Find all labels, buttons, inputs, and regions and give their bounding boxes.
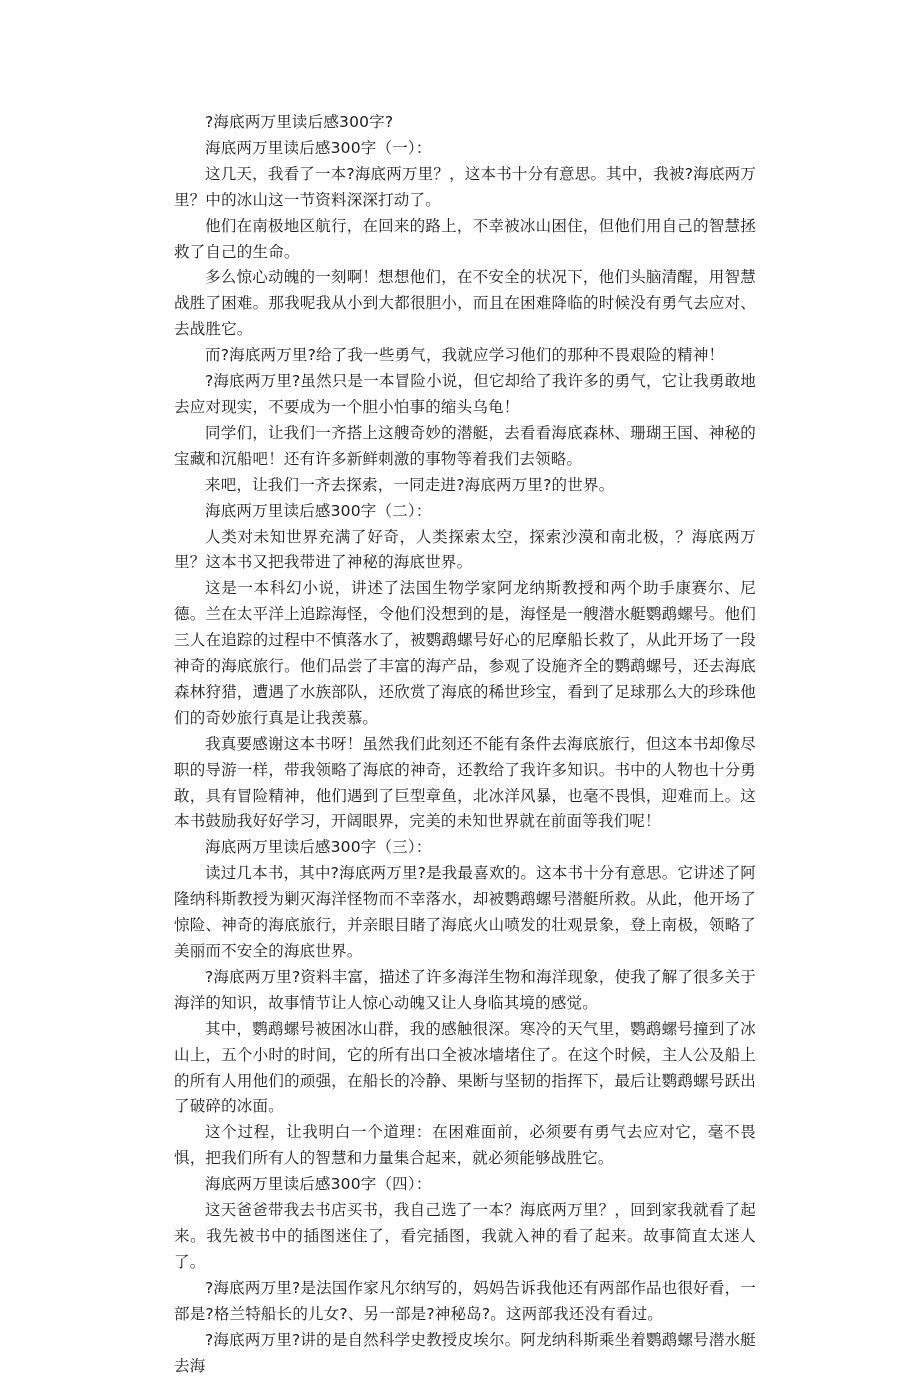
paragraph: 其中，鹦鹉螺号被困冰山群，我的感触很深。寒冷的天气里，鹦鹉螺号撞到了冰山上，五个小时的时间，它的所有出口全被冰墙堵住了。在这个时候，主人公及船上的所有人用他们的顽强，在船长的冷静、果断与坚韧的指挥下，最后让鹦鹉螺号跃出了破碎的冰面。 bbox=[174, 1019, 756, 1116]
paragraph: 来吧，让我们一齐去探索，一同走进?海底两万里?的世界。 bbox=[205, 475, 615, 494]
document-title: ?海底两万里读后感300字? bbox=[205, 113, 394, 131]
paragraph: 他们在南极地区航行，在回来的路上，不幸被冰山困住，但他们用自己的智慧拯救了自己的生命。 bbox=[174, 216, 756, 261]
paragraph: 这是一本科幻小说，讲述了法国生物学家阿龙纳斯教授和两个助手康赛尔、尼德。兰在太平洋上追踪海怪，令他们没想到的是，海怪是一艘潜水艇鹦鹉螺号。他们三人在追踪的过程中不慎落水了，被鹦鹉螺号好心的尼摩船长救了，从此开场了一段神奇的海底旅行。他们品尝了丰富的海产品，参观了设施齐全的鹦鹉螺号，还去海底森林狩猎，遭遇了水族部队，还欣赏了海底的稀世珍宝，看到了足球那么大的珍珠他们的奇妙旅行真是让我羡慕。 bbox=[174, 579, 756, 727]
paragraph: ?海底两万里?讲的是自然科学史教授皮埃尔。阿龙纳科斯乘坐着鹦鹉螺号潜水艇去海 bbox=[174, 1330, 756, 1375]
document-page bbox=[174, 110, 756, 1379]
paragraph: 这个过程，让我明白一个道理：在困难面前，必须要有勇气去应对它，毫不畏惧，把我们所有人的智慧和力量集合起来，就必须能够战胜它。 bbox=[174, 1123, 756, 1168]
section-heading-2: 海底两万里读后感300字（二）： bbox=[205, 501, 432, 520]
paragraph: 这天爸爸带我去书店买书，我自己选了一本？海底两万里？，回到家我就看了起来。我先被书中的插图迷住了，看完插图，我就入神的看了起来。故事简直太迷人了。 bbox=[174, 1201, 756, 1271]
section-heading-4: 海底两万里读后感300字（四）： bbox=[205, 1175, 432, 1194]
section-heading-1: 海底两万里读后感300字（一）： bbox=[205, 138, 432, 157]
paragraph: ?海底两万里?资料丰富，描述了许多海洋生物和海洋现象，使我了解了很多关于海洋的知识，故事情节让人惊心动魄又让人身临其境的感觉。 bbox=[174, 967, 756, 1012]
paragraph: 我真要感谢这本书呀！虽然我们此刻还不能有条件去海底旅行，但这本书却像尽职的导游一样，带我领略了海底的神奇，还教给了我许多知识。书中的人物也十分勇敢，具有冒险精神，他们遇到了巨型章鱼，北冰洋风暴，也毫不畏惧，迎难而上。这本书鼓励我好好学习，开阔眼界，完美的未知世界就在前面等我们呢！ bbox=[174, 734, 756, 831]
paragraph: 多么惊心动魄的一刻啊！想想他们，在不安全的状况下，他们头脑清醒，用智慧战胜了困难。那我呢我从小到大都很胆小，而且在困难降临的时候没有勇气去应对、去战胜它。 bbox=[174, 268, 756, 339]
paragraph: ?海底两万里?虽然只是一本冒险小说，但它却给了我许多的勇气，它让我勇敢地去应对现实，不要成为一个胆小怕事的缩头乌龟！ bbox=[174, 372, 756, 416]
paragraph: 人类对未知世界充满了好奇，人类探索太空，探索沙漠和南北极，？海底两万里？这本书又把我带进了神秘的海底世界。 bbox=[174, 527, 756, 572]
paragraph: 这几天，我看了一本?海底两万里？，这本书十分有意思。其中，我被?海底两万里？中的冰山这一节资料深深打动了。 bbox=[174, 164, 756, 209]
section-heading-3: 海底两万里读后感300字（三）： bbox=[205, 838, 432, 857]
paragraph: 而?海底两万里?给了我一些勇气，我就应学习他们的那种不畏艰险的精神！ bbox=[205, 346, 725, 365]
paragraph: 同学们，让我们一齐搭上这艘奇妙的潜艇，去看看海底森林、珊瑚王国、神秘的宝藏和沉船吧！还有许多新鲜刺激的事物等着我们去领略。 bbox=[174, 423, 756, 468]
paragraph: ?海底两万里?是法国作家凡尔纳写的，妈妈告诉我他还有两部作品也很好看，一部是?格兰特船长的儿女?、另一部是?神秘岛?。这两部我还没有看过。 bbox=[174, 1278, 756, 1323]
paragraph: 读过几本书，其中?海底两万里?是我最喜欢的。这本书十分有意思。它讲述了阿隆纳科斯教授为剿灭海洋怪物而不幸落水，却被鹦鹉螺号潜艇所救。从此，他开场了惊险、神奇的海底旅行，并亲眼目睹了海底火山喷发的壮观景象，登上南极，领略了美丽而不安全的海底世界。 bbox=[174, 864, 756, 960]
